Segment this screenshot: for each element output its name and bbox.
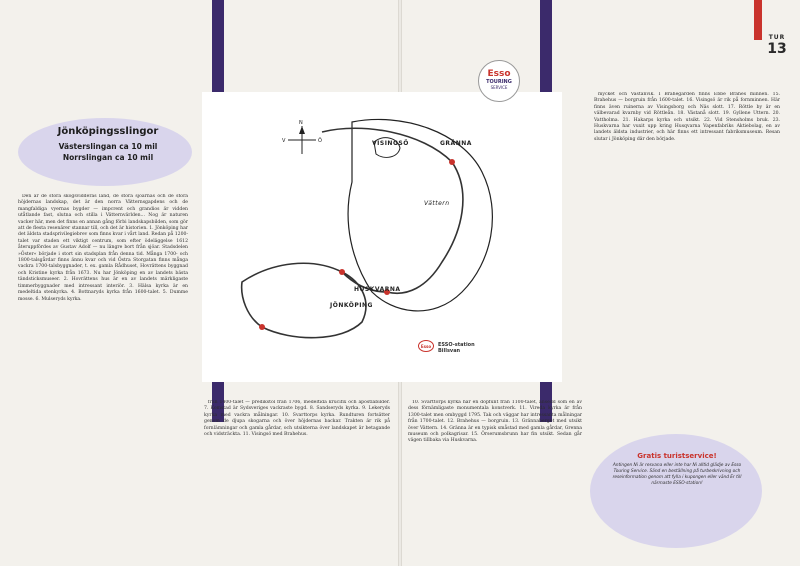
map-legend — [438, 342, 475, 354]
title-block — [28, 126, 188, 163]
purple-bar-right — [540, 0, 552, 92]
loop-north: Norrslingan ca 10 mil — [62, 153, 154, 162]
station-marker — [339, 269, 345, 275]
map-label-huskvarna: HUSKVARNA — [354, 286, 401, 293]
purple-bar-left — [212, 0, 224, 92]
text-column-2 — [204, 400, 390, 554]
text-column-4 — [594, 92, 780, 422]
map-label-visingso: VISINGSÖ — [372, 140, 409, 147]
svg-text:V: V — [282, 138, 286, 144]
station-marker — [449, 159, 455, 165]
service-heading: Gratis turistservice! — [637, 452, 717, 460]
legend-line-2: Billsvan — [438, 348, 461, 354]
column-3-text: 10. Svarttorps kyrka har en dopfunt från 1100-talet, ansedd som en av dess förnämligaste monumentala konstverk. 11. Vireda kyrka är från 1300-talet men ombyggd 1795. Tak och väggar har intressanta målningar från 1700-talet. 12. Brahehus — borgruin. 13. Grännaberget med utsikt över Vättern. 14. Gränna är en typisk småstad med gamla gårdar, Grenna museum och polkagrisar. 15. Örserumsbrunn har fin utsikt. Sedan går vägen tillbaka via Huskvarna. — [408, 400, 582, 444]
service-body: Antingen Ni är resvana eller inte har Ni alltid glädje av Esso Touring Service. Sänd en beställning på turbeskrivning och reseinformation genom att fylla i kupongen eller vänd Er till närmaste ESSO-station! — [612, 463, 742, 486]
map-label-vattern: Vättern — [424, 200, 450, 207]
column-2-text: från 1400-talet — predikstol från 1706, medeltida krucifix och apostlabilder. 7. Komstad är Sydsveriges vackraste bygd. 8. Sandseryds kyrka. 9. Lekeryds kyrka med vackra målningar. 10. Svarttorps kyrka. Rundturen fortsätter genom de djupa skogarna och över höjdernas backar. Trakten är rik på fornlämningar och gamla gårdar, och utsikterna över landskapet är betagande och vidsträckta. 11. Visingsö med Brahehus. — [204, 400, 390, 438]
esso-brand: Esso — [487, 69, 511, 79]
red-bar-top — [754, 0, 762, 40]
esso-legend-logo — [418, 340, 434, 352]
legend-line-1: ESSO-station — [438, 342, 475, 348]
column-1-text: Den är de stora skogsvidderas land, de stora sjöarnas och de stora höjdernas landskap, det är den norra Vätternsgapdens och de mangfaldiga vyernas bygder — impcrent och grandios är vidden utåtlande fast, slutna och stilla i Vätternvärlden... Nog är naturen vacker här, men det finns en annan gång förbi landskapsbilden, som gör att de flesta resenärer stannar till, och det är historien. 1. Jönköping har det äldsta stadsprivilegiebrev som finns kvar i vårt land. Redan på 1200-talet var staden ett viktigt centrum, som efter ödeläggelse 1612 återuppfördes av Gustav Adolf — nu längre bort från sjöar. Stadsdelen »Öster« började i stort sin stadsplan från denna tid. Många 1700- och 1800-talsgårdar finns ännu kvar och vid Östra Storgatan finns många vackra 1700-talsbyggnader, t. ex. gamla Rådhuset, Hovrättens byggnad och Kristine kyrka från 1673. Nu har Jönköping en av landets bästa tändsticksmuseer. 2. Hovrättens hus är en av landets märkligaste timmerbyggnader med intressant interiör. 3. Hälsa kyrka är en medeltida stenkyrka. 4. Bottnaryds kyrka från 1600-talet. 5. Dumme mosse. 6. Mulseryds kyrka. — [18, 194, 188, 302]
svg-text:N: N — [299, 120, 303, 126]
text-column-3 — [408, 400, 582, 554]
tour-number: 13 — [767, 41, 787, 57]
lake-vattern — [348, 119, 492, 310]
loop-west: Västerslingan ca 10 mil — [58, 142, 158, 151]
map-label-jonkoping: JÖNKÖPING — [330, 302, 373, 309]
route-map — [202, 92, 562, 382]
esso-touring-logo — [478, 60, 520, 102]
tour-label: TUR — [768, 34, 786, 41]
esso-service: SERVICE — [490, 85, 508, 90]
esso-touring: TOURING — [486, 79, 512, 85]
page-title: Jönköpingsslingor — [57, 126, 159, 137]
tour-number-box — [762, 34, 792, 57]
svg-text:Ö: Ö — [318, 138, 322, 144]
text-column-1 — [18, 194, 188, 554]
map-label-granna: GRÄNNA — [440, 140, 472, 147]
esso-legend-brand: Esso — [420, 344, 432, 349]
station-marker — [259, 324, 265, 330]
compass-icon — [282, 120, 322, 154]
column-4-text: mycket och Västanvik. I Brahegarden finns Ebbe Brahes minnen. 15. Brahehus — borgruin från 1600-talet. 16. Visingsö är rik på fornminnen. Här finns även ruinerna av Visingsborg och Näs slott. 17. Röttle by är en välbevarad kvarnby vid Röttleån. 18. Västanå slott. 19. Gyllene Uttern. 20. Vattholma. 21. Hakarps kyrka och utsikt. 22. Vid Stensholms bruk. 23. Huskvarna har vuxit upp kring Husqvarna Vapenfabriks Aktiebolag, en av landets äldsta industrier, och här finns ett intressant fabriksmuseum. Resan slutar i Jönköping där den började. — [594, 92, 780, 142]
service-box — [608, 452, 746, 487]
